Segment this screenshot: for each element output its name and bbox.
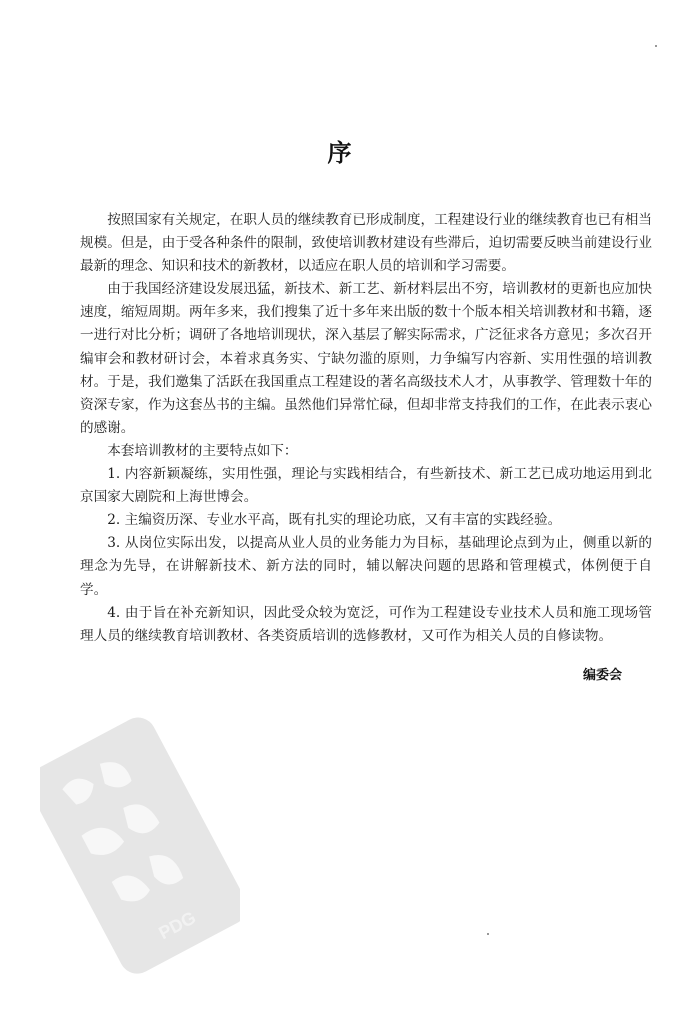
feature-item: 2. 主编资历深、专业水平高，既有扎实的理论功底，又有丰富的实践经验。 xyxy=(107,512,562,529)
scan-speck xyxy=(655,45,657,47)
signature: 编委会 xyxy=(582,668,622,683)
seal-watermark xyxy=(40,700,240,990)
paragraph-features-intro: 本套培训教材的主要特点如下： xyxy=(107,442,298,459)
preface-body xyxy=(80,209,652,648)
feature-item: 3. 从岗位实际出发，以提高从业人员的业务能力为目标，基础理论点到为止，侧重以新的理念为先导，在讲解新技术、新方法的同时，辅以解决问题的思路和管理模式，体例便于自学。 xyxy=(80,535,652,598)
feature-item: 1. 内容新颖凝练，实用性强，理论与实践相结合，有些新技术、新工艺已成功地运用到北京国家大剧院和上海世博会。 xyxy=(80,466,652,506)
watermark-text: PDG xyxy=(155,907,200,944)
feature-item: 4. 由于旨在补充新知识，因此受众较为宽泛，可作为工程建设专业技术人员和施工现场管理人员的继续教育培训教材、各类资质培训的选修教材，又可作为相关人员的自修读物。 xyxy=(80,604,652,644)
paragraph-background: 由于我国经济建设发展迅猛，新技术、新工艺、新材料层出不穷，培训教材的更新也应加快速度，缩短周期。两年多来，我们搜集了近十多年来出版的数十个版本相关培训教材和书籍，逐一进行对比分析；调研了各地培训现状，深入基层了解实际需求，广泛征求各方意见；多次召开编审会和教材研讨会，本着求真务实、宁缺勿滥的原则，力争编写内容新、实用性强的培训教材。于是，我们邀集了活跃在我国重点工程建设的著名高级技术人才，从事教学、管理数十年的资深专家，作为这套丛书的主编。虽然他们异常忙碌，但却非常支持我们的工作，在此表示衷心的感谢。 xyxy=(80,281,652,436)
paragraph-intro: 按照国家有关规定，在职人员的继续教育已形成制度，工程建设行业的继续教育也已有相当规模。但是，由于受各种条件的限制，致使培训教材建设有些滞后，迫切需要反映当前建设行业最新的理念、知识和技术的新教材，以适应在职人员的培训和学习需要。 xyxy=(80,212,652,275)
scan-speck xyxy=(487,933,489,935)
page-title: 序 xyxy=(327,139,354,167)
